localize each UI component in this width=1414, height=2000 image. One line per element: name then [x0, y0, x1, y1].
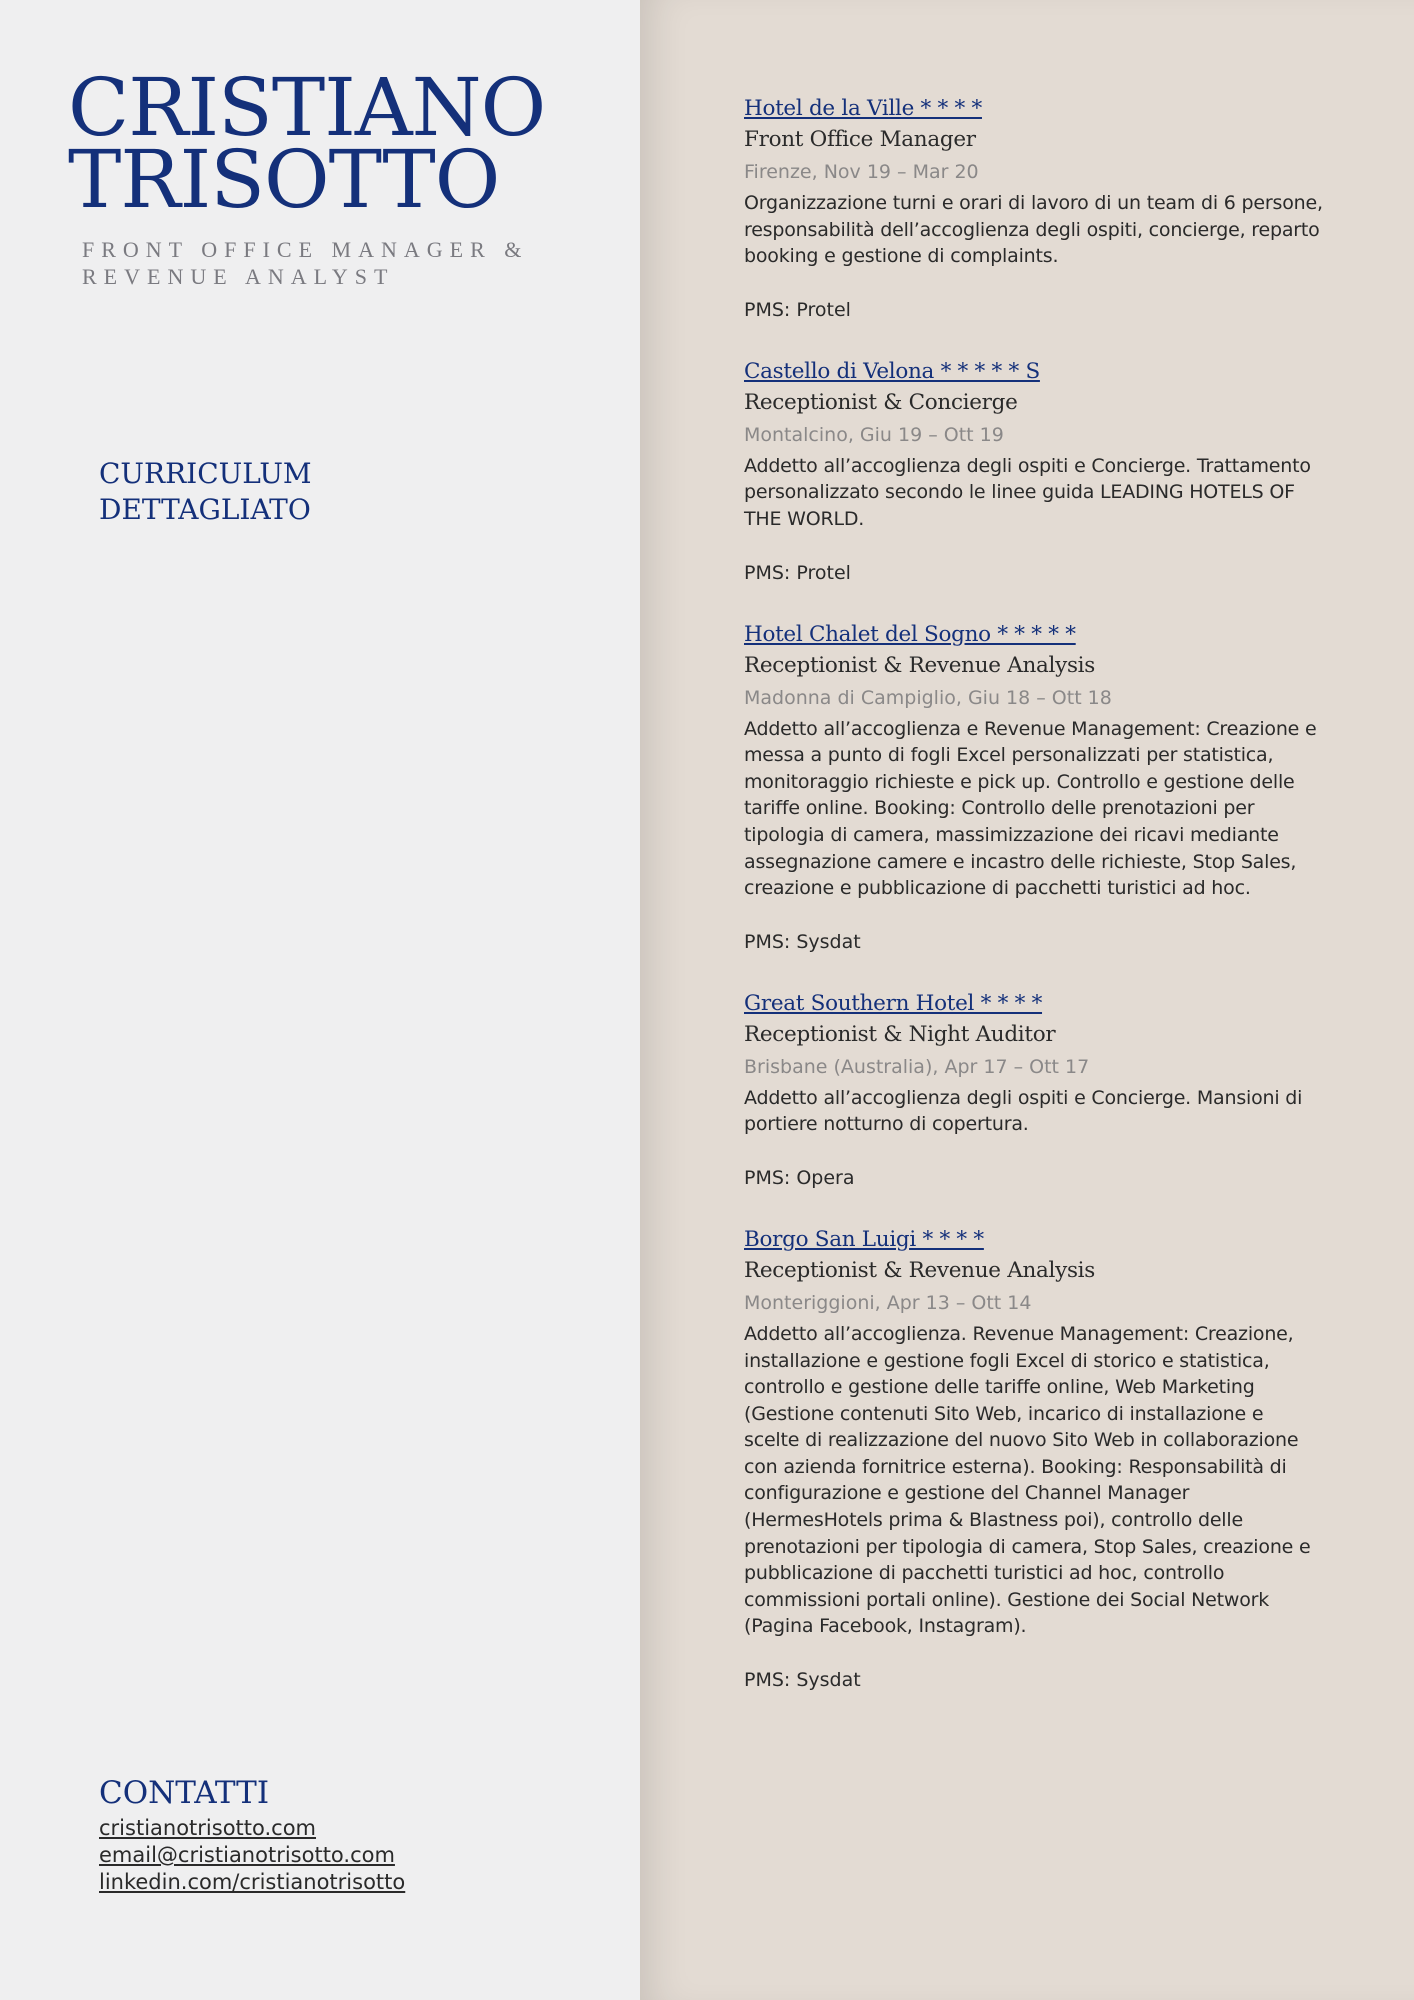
job-role: Receptionist & Revenue Analysis [744, 652, 1095, 678]
job-role: Receptionist & Night Auditor [744, 1021, 1056, 1047]
person-name [68, 61, 546, 226]
job-role: Front Office Manager [744, 127, 976, 152]
experience-list [744, 94, 1324, 1727]
job-entry [744, 989, 1324, 1191]
job-place-dates: Monteriggioni, Apr 13 – Ott 14 [744, 1291, 1032, 1314]
linkedin-link[interactable]: linkedin.com/cristianotrisotto [99, 1870, 406, 1894]
job-role: Receptionist & Concierge [744, 389, 1018, 415]
hotel-link[interactable]: Great Southern Hotel * * * * [744, 990, 1043, 1016]
job-entry [744, 1225, 1324, 1693]
subtitle-line-1: FRONT OFFICE MANAGER & [82, 237, 529, 262]
job-description: Addetto all’accoglienza degli ospiti e Concierge. Trattamento personalizzato secondo le linee guida LEADING HOTELS OF THE WORLD. [744, 454, 1311, 530]
job-entry [744, 620, 1324, 955]
subtitle-line-2: REVENUE ANALYST [82, 264, 395, 289]
name-first: CRISTIANO [68, 61, 546, 154]
job-description: Organizzazione turni e orari di lavoro di un team di 6 persone, responsabilità dell’accoglienza degli ospiti, concierge, reparto booking e gestione di complaints. [744, 192, 1323, 268]
job-pms: PMS: Sysdat [744, 930, 861, 953]
section-label-line-1: CURRICULUM [99, 457, 312, 490]
email-link[interactable]: email@cristianotrisotto.com [99, 1843, 395, 1867]
name-last: TRISOTTO [68, 133, 500, 226]
job-place-dates: Madonna di Campiglio, Giu 18 – Ott 18 [744, 686, 1112, 709]
hotel-link[interactable]: Borgo San Luigi * * * * [744, 1226, 984, 1252]
job-description: Addetto all’accoglienza degli ospiti e Concierge. Mansioni di portiere notturno di copertura. [744, 1086, 1303, 1136]
hotel-link[interactable]: Hotel de la Ville * * * * [744, 96, 982, 121]
job-title-subtitle [82, 236, 528, 290]
job-place-dates: Brisbane (Australia), Apr 17 – Ott 17 [744, 1055, 1090, 1078]
section-label-line-2: DETTAGLIATO [99, 493, 311, 526]
job-pms: PMS: Protel [744, 298, 851, 321]
job-pms: PMS: Opera [744, 1166, 855, 1189]
job-pms: PMS: Sysdat [744, 1669, 861, 1692]
website-link[interactable]: cristianotrisotto.com [99, 1816, 317, 1840]
hotel-link[interactable]: Castello di Velona * * * * * S [744, 358, 1040, 384]
job-place-dates: Montalcino, Giu 19 – Ott 19 [744, 423, 1004, 446]
contacts-heading: CONTATTI [99, 1775, 270, 1811]
job-role: Receptionist & Revenue Analysis [744, 1257, 1095, 1283]
job-entry [744, 357, 1324, 586]
contacts-list [99, 1815, 405, 1896]
hotel-link[interactable]: Hotel Chalet del Sogno * * * * * [744, 621, 1076, 647]
job-description: Addetto all’accoglienza. Revenue Management: Creazione, installazione e gestione fogli Excel di storico e statistica, controllo e gestione delle tariffe online, Web Marketing (Gestione contenuti Sito Web, incarico di installazione e scelte di realizzazione del nuovo Sito Web in collaborazione con azienda fornitrice esterna). Booking: Responsabilità di configurazione e gestione del Channel Manager (HermesHotels prima & Blastness poi), controllo delle prenotazioni per tipologia di camera, Stop Sales, creazione e pubblicazione di pacchetti turistici ad hoc, controllo commissioni portali online). Gestione dei Social Network (Pagina Facebook, Instagram). [744, 1322, 1311, 1638]
left-column [0, 0, 640, 2000]
job-place-dates: Firenze, Nov 19 – Mar 20 [744, 161, 979, 183]
job-pms: PMS: Protel [744, 561, 851, 584]
section-label [99, 456, 312, 528]
job-description: Addetto all’accoglienza e Revenue Management: Creazione e messa a punto di fogli Excel personalizzati per statistica, monitoraggio richieste e pick up. Controllo e gestione delle tariffe online. Booking: Controllo delle prenotazioni per tipologia di camera, massimizzazione dei ricavi mediante assegnazione camere e incastro delle richieste, Stop Sales, creazione e pubblicazione di pacchetti turistici ad hoc. [744, 717, 1317, 900]
job-entry [744, 94, 1324, 323]
